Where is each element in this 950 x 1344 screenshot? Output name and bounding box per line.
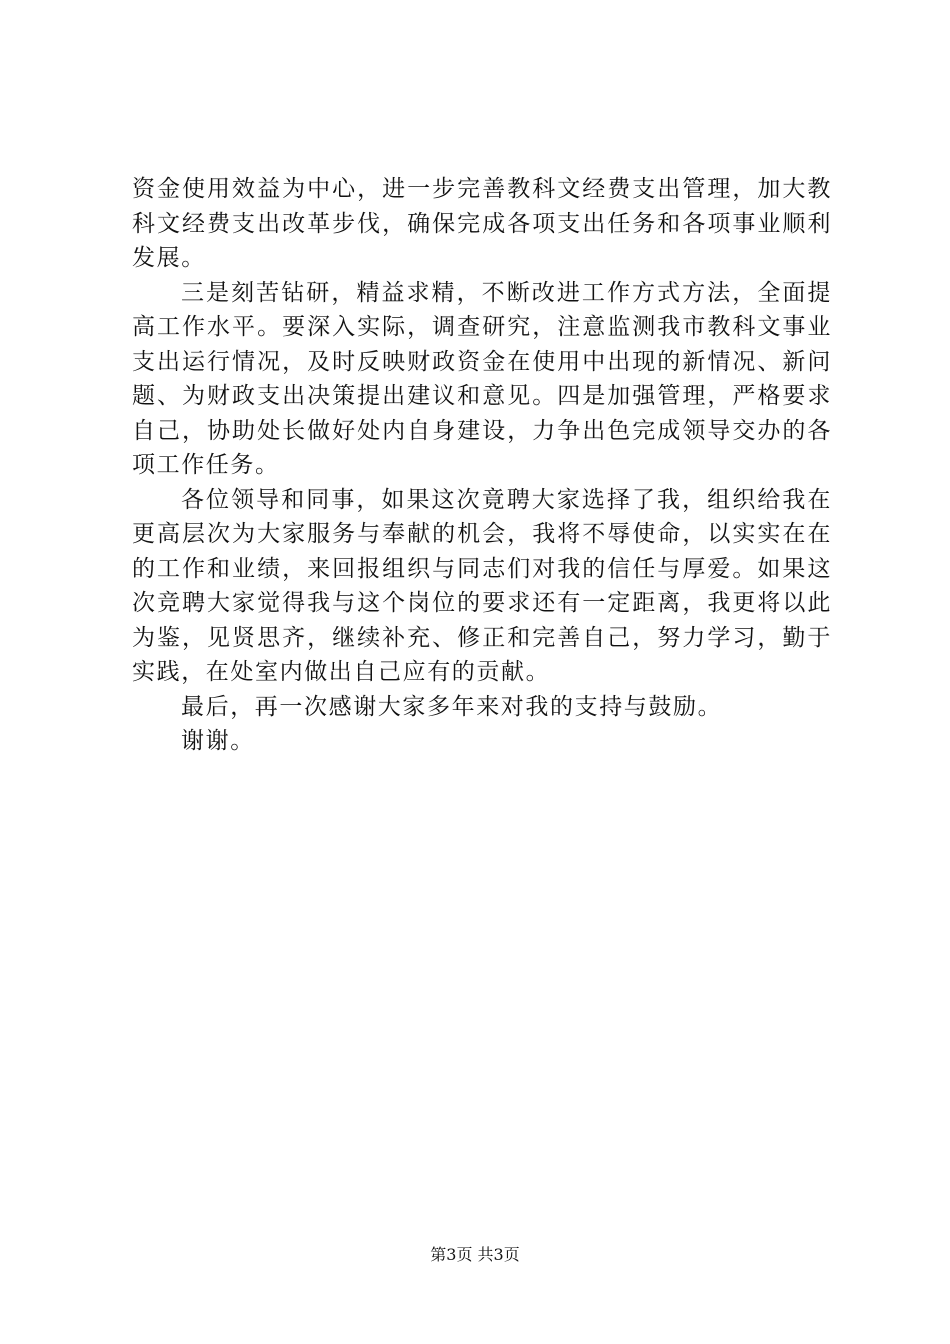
paragraph-thanks: 最后，再一次感谢大家多年来对我的支持与鼓励。 (181, 693, 723, 720)
page-footer: 第3页 共3页 (430, 1245, 520, 1264)
document-body (132, 172, 832, 759)
paragraph-continuation: 资金使用效益为中心，进一步完善教科文经费支出管理，加大教科文经费支出改革步伐，确保完成各项支出任务和各项事业顺利发展。 (132, 176, 832, 271)
paragraph-work-plan: 三是刻苦钻研，精益求精，不断改进工作方式方法，全面提高工作水平。要深入实际，调查研究，注意监测我市教科文事业支出运行情况，及时反映财政资金在使用中出现的新情况、新问题、为财政支出决策提出建议和意见。四是加强管理，严格要求自己，协助处长做好处内自身建设，力争出色完成领导交办的各项工作任务。 (132, 279, 832, 478)
paragraph-commitment: 各位领导和同事，如果这次竟聘大家选择了我，组织给我在更高层次为大家服务与奉献的机会，我将不辱使命，以实实在在的工作和业绩，来回报组织与同志们对我的信任与厚爱。如果这次竞聘大家觉得我与这个岗位的要求还有一定距离，我更将以此为鉴，见贤思齐，继续补充、修正和完善自己，努力学习，勤于实践，在处室内做出自己应有的贡献。 (132, 486, 832, 685)
paragraph-closing: 谢谢。 (181, 728, 255, 754)
